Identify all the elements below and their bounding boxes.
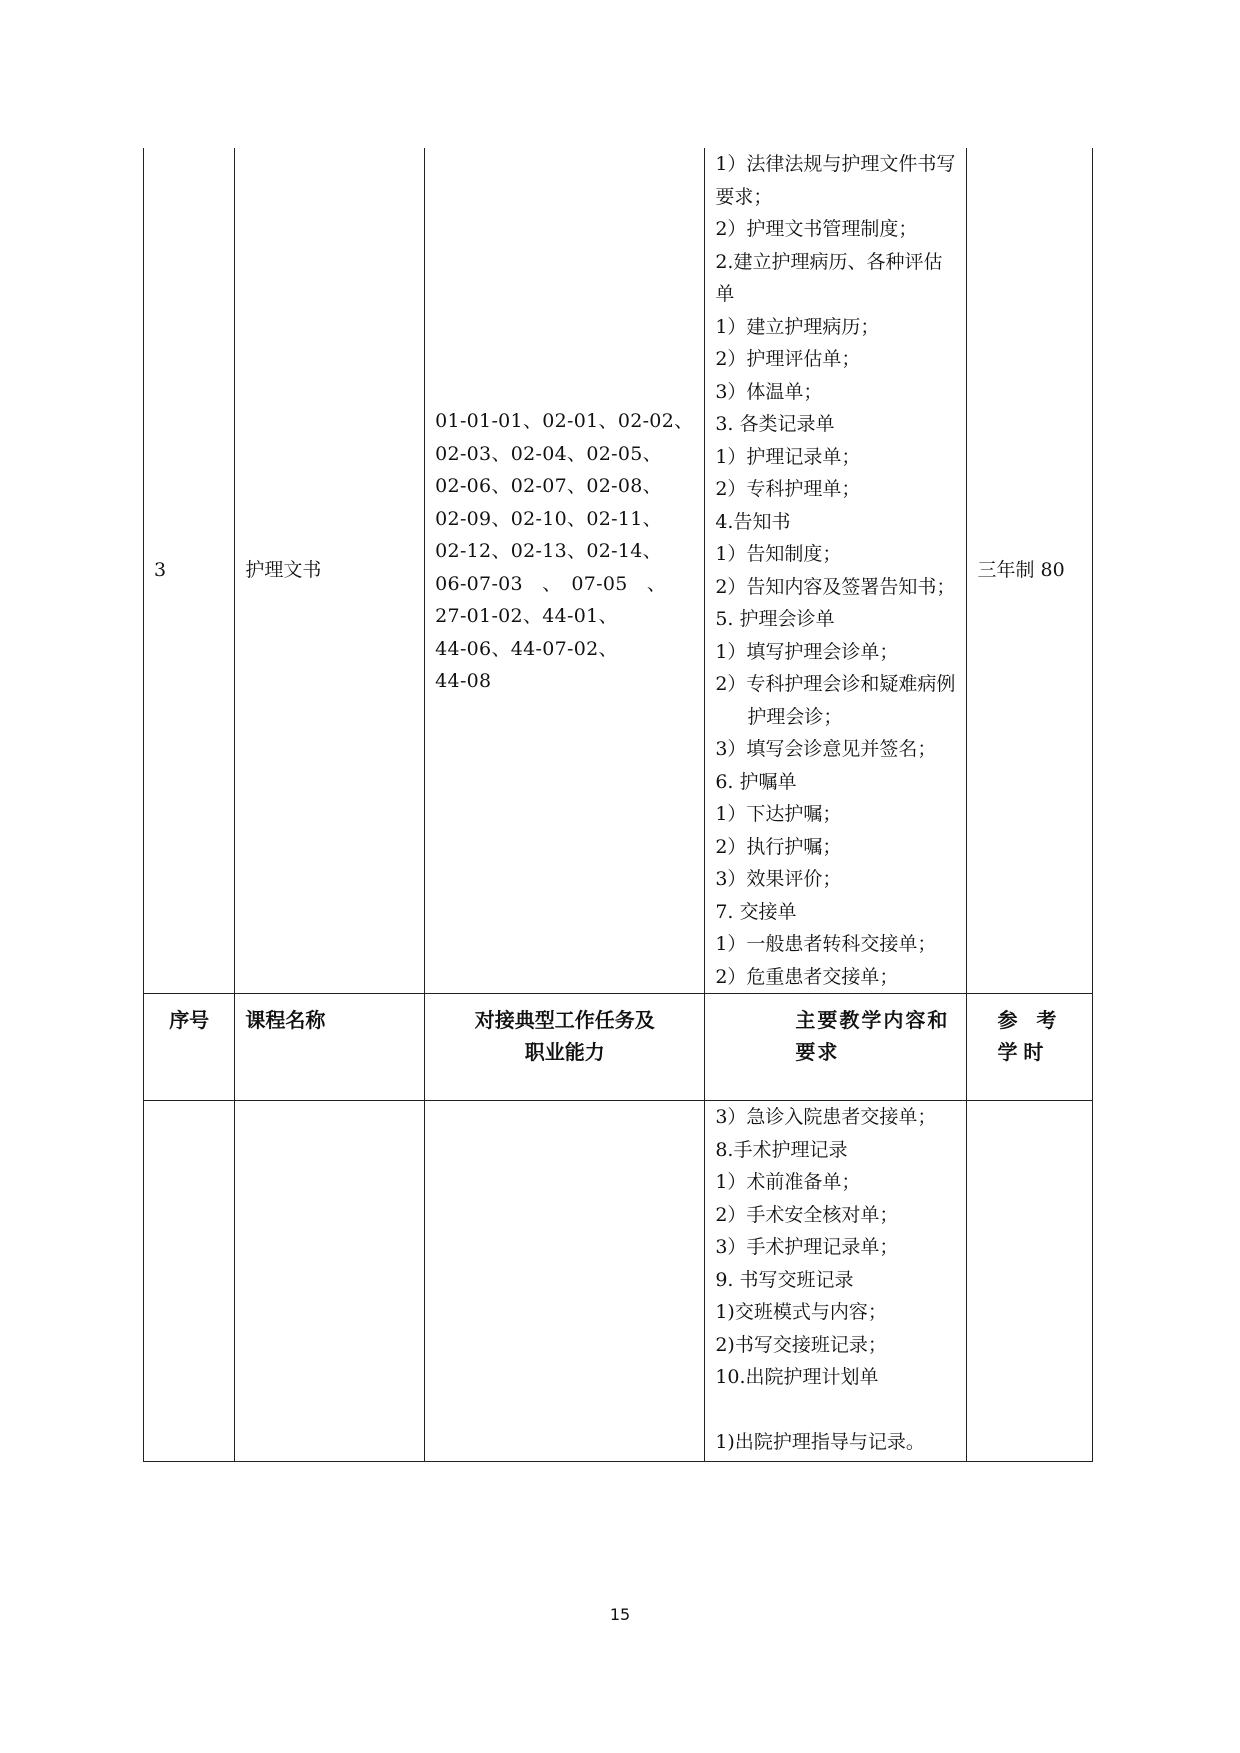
curriculum-table (143, 148, 1093, 1462)
course-name: 护理文书 (235, 148, 425, 994)
empty-cell (425, 1101, 705, 1462)
table-row (144, 1101, 1093, 1462)
empty-cell (144, 1101, 235, 1462)
content-item: 1）填写护理会诊单； (715, 640, 899, 663)
content-item: 7. 交接单 (715, 900, 797, 923)
task-code-line: 02-09、02-10、02-11、 (435, 507, 662, 530)
content-item: 5. 护理会诊单 (715, 608, 835, 630)
content-cell (705, 148, 967, 994)
content-item: 3）手术护理记录单； (715, 1236, 899, 1258)
content-item: 8.手术护理记录 (715, 1138, 848, 1161)
content-item: 3）体温单； (715, 380, 823, 403)
content-item: 1）护理记录单； (715, 445, 861, 468)
content-item: 2.建立护理病历、各种评估单 (715, 250, 943, 305)
table-header-row (144, 994, 1093, 1101)
content-item: 1)交班模式与内容； (715, 1301, 887, 1323)
task-code-line: 02-12、02-13、02-14、 (435, 540, 662, 562)
task-code-line: 02-06、02-07、02-08、 (435, 475, 662, 497)
content-item: 2）护理文书管理制度； (715, 218, 918, 240)
task-codes (435, 405, 694, 698)
page-number: 15 (609, 1605, 631, 1624)
header-task: 对接典型工作任务及 职业能力 (425, 994, 705, 1101)
content-item: 2）危重患者交接单； (715, 965, 899, 988)
content-item: 2）专科护理单； (715, 478, 861, 500)
empty-cell (235, 1101, 425, 1462)
reference-hours: 三年制 80 (967, 148, 1093, 994)
header-number: 序号 (144, 994, 235, 1101)
content-item: 2）手术安全核对单； (715, 1203, 899, 1226)
task-code-line: 01-01-01、02-01、02-02、 (435, 410, 694, 432)
content-item: 6. 护嘱单 (715, 770, 797, 793)
content-item: 1）法律法规与护理文件书写要求； (715, 153, 956, 208)
task-code-line: 06-07-03 、 07-05 、 (435, 572, 667, 595)
content-item: 10.出院护理计划单 (715, 1366, 879, 1388)
content-item: 1）建立护理病历； (715, 315, 880, 338)
content-item: 3）急诊入院患者交接单； (715, 1106, 937, 1128)
content-item: 1）下达护嘱； (715, 803, 842, 825)
task-code-line: 44-06、44-07-02、 (435, 637, 618, 660)
content-item: 3）效果评价； (715, 868, 842, 890)
table-row (144, 148, 1093, 994)
content-cell (705, 1101, 967, 1462)
content-item: 2）专科护理会诊和疑难病例护理会诊； (715, 673, 956, 728)
content-item: 3. 各类记录单 (715, 413, 835, 435)
empty-cell (967, 1101, 1093, 1462)
content-item: 1）一般患者转科交接单； (715, 933, 937, 955)
content-item: 2）告知内容及签署告知书； (715, 575, 956, 598)
content-item: 9. 书写交班记录 (715, 1268, 854, 1291)
row-number: 3 (144, 148, 235, 994)
content-spacer (715, 1394, 960, 1426)
content-item: 4.告知书 (715, 510, 791, 533)
header-course: 课程名称 (235, 994, 425, 1101)
content-item: 2）执行护嘱； (715, 835, 842, 858)
content-item: 2）护理评估单； (715, 348, 861, 370)
task-cell (425, 148, 705, 994)
task-code-line: 27-01-02、44-01、 (435, 605, 618, 627)
task-code-line: 02-03、02-04、02-05、 (435, 442, 662, 465)
content-item: 3）填写会诊意见并签名； (715, 738, 937, 760)
content-item: 1）告知制度； (715, 543, 842, 565)
content-item: 1）术前准备单； (715, 1171, 861, 1193)
header-content: 主要教学内容和 要求 (705, 994, 967, 1101)
content-item: 1)出院护理指导与记录。 (715, 1430, 925, 1453)
content-item: 2)书写交接班记录； (715, 1333, 887, 1356)
header-hours: 参 考 学时 (967, 994, 1093, 1101)
task-code-line: 44-08 (435, 670, 492, 692)
